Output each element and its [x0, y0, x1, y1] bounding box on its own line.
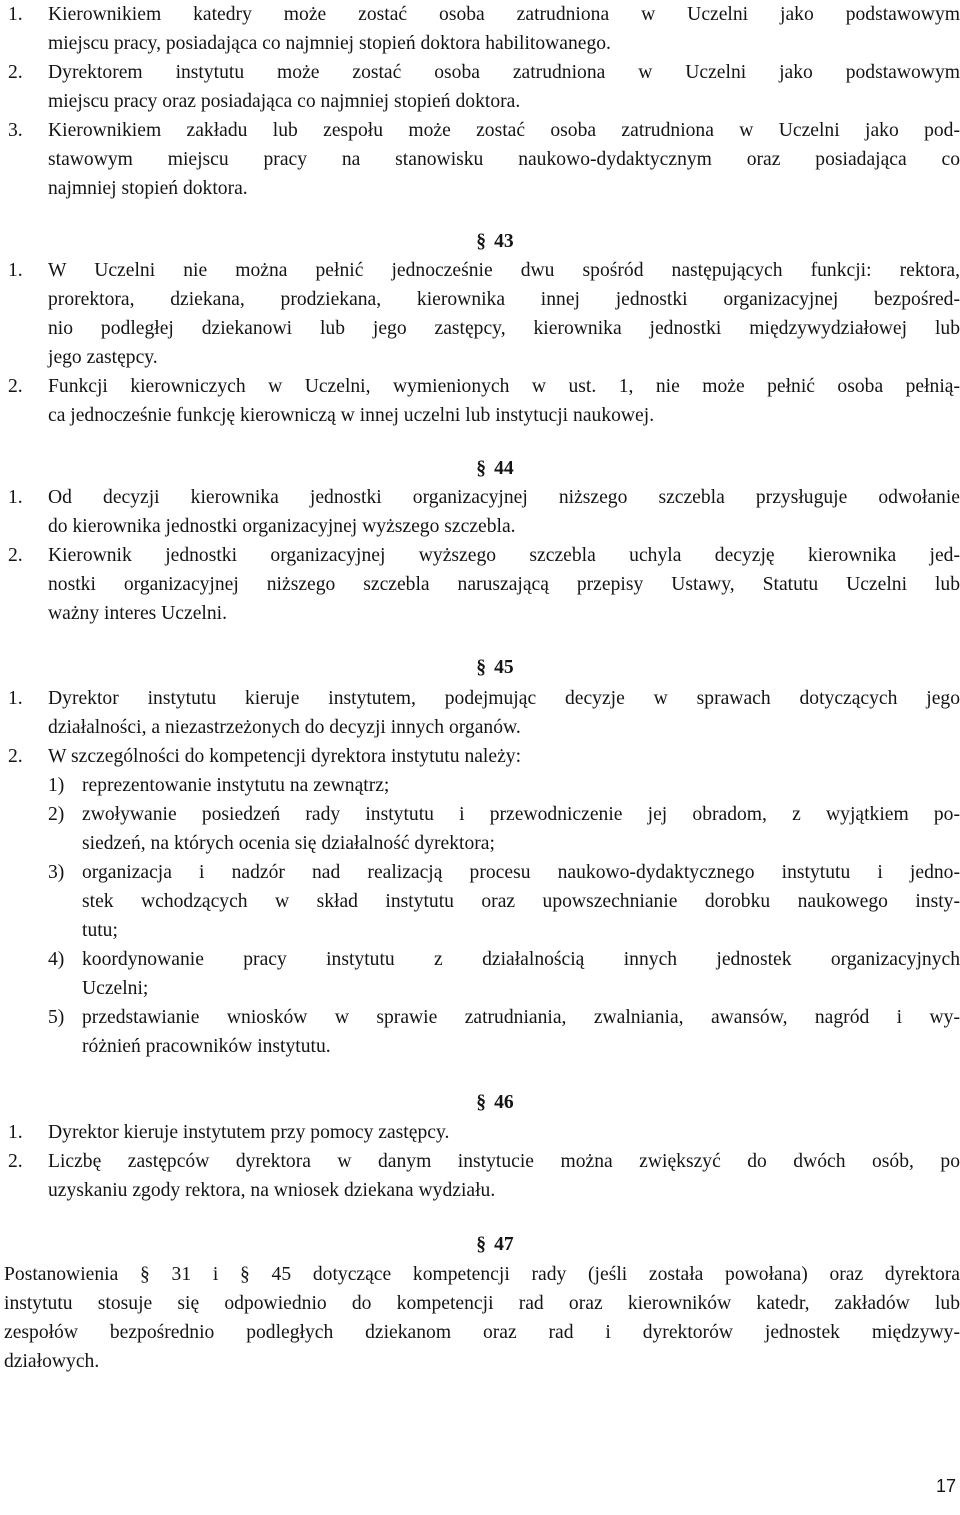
section-heading — [0, 227, 960, 256]
text-line: W Uczelni nie można pełnić jednocześnie dwu spośród następujących funkcji: rektora, — [48, 260, 960, 281]
item-number: 2. — [8, 545, 23, 566]
text-line: ważny interes Uczelni. — [48, 603, 227, 624]
text-line: Kierownikiem katedry może zostać osoba zatrudniona w Uczelni jako podstawowym — [48, 4, 960, 25]
section-heading — [0, 454, 960, 483]
section-sign: § — [476, 1092, 487, 1113]
section-sign: § — [476, 1234, 487, 1255]
text-line: tutu; — [82, 920, 118, 941]
item-number: 2. — [8, 1151, 23, 1172]
text-line: Kierownik jednostki organizacyjnej wyższego szczebla uchyla decyzję kierownika jed- — [48, 545, 960, 566]
text-line: różnień pracowników instytutu. — [82, 1036, 331, 1057]
text-line: Od decyzji kierownika jednostki organizacyjnej niższego szczebla przysługuje odwołanie — [48, 487, 960, 508]
item-number: 1. — [8, 487, 23, 508]
text-line: przedstawianie wniosków w sprawie zatrudniania, zwalniania, awansów, nagród i wy- — [82, 1007, 960, 1028]
item-number: 1. — [8, 260, 23, 281]
text-line: Postanowienia § 31 i § 45 dotyczące kompetencji rady (jeśli została powołana) oraz dyrektora — [4, 1264, 960, 1285]
text-line: zwoływanie posiedzeń rady instytutu i przewodniczenie jej obradom, z wyjątkiem po- — [82, 804, 960, 825]
text-line: do kierownika jednostki organizacyjnej wyższego szczebla. — [48, 516, 516, 537]
sub-item-number: 2) — [48, 804, 65, 825]
text-line: siedzeń, na których ocenia się działalność dyrektora; — [82, 833, 495, 854]
text-line: uzyskaniu zgody rektora, na wniosek dziekana wydziału. — [48, 1180, 496, 1201]
section-heading — [0, 1230, 960, 1259]
text-line: działalności, a niezastrzeżonych do decyzji innych organów. — [48, 717, 521, 738]
item-number: 1. — [8, 1122, 23, 1143]
text-line: W szczególności do kompetencji dyrektora instytutu należy: — [48, 746, 522, 767]
sub-item-number: 5) — [48, 1007, 65, 1028]
sub-item-number: 3) — [48, 862, 65, 883]
section-sign: § — [476, 657, 487, 678]
item-number: 2. — [8, 376, 23, 397]
section-heading — [0, 653, 960, 682]
section-number: 45 — [494, 657, 514, 678]
text-line: Uczelni; — [82, 978, 149, 999]
item-number: 2. — [8, 746, 23, 767]
text-line: działowych. — [4, 1351, 100, 1372]
page-number: 17 — [935, 1476, 956, 1496]
text-line: Dyrektor kieruje instytutem przy pomocy zastępcy. — [48, 1122, 450, 1143]
text-line: stawowym miejscu pracy na stanowisku naukowo-dydaktycznym oraz posiadająca co — [48, 149, 960, 170]
text-line: Dyrektorem instytutu może zostać osoba zatrudniona w Uczelni jako podstawowym — [48, 62, 960, 83]
section-number: 47 — [494, 1234, 514, 1255]
text-line: Liczbę zastępców dyrektora w danym instytucie można zwiększyć do dwóch osób, po — [48, 1151, 960, 1172]
item-number: 3. — [8, 120, 23, 141]
text-line: koordynowanie pracy instytutu z działalnością innych jednostek organizacyjnych — [82, 949, 960, 970]
item-number: 1. — [8, 4, 23, 25]
text-line: zespołów bezpośrednio podległych dziekanom oraz rad i dyrektorów jednostek międzywy- — [4, 1322, 960, 1343]
section-number: 43 — [494, 231, 514, 252]
text-line: nio podległej dziekanowi lub jego zastępcy, kierownika jednostki międzywydziałowej lub — [48, 318, 960, 339]
text-line: stek wchodzących w skład instytutu oraz upowszechnianie dorobku naukowego insty- — [82, 891, 960, 912]
section-number: 46 — [494, 1092, 514, 1113]
text-line: nostki organizacyjnej niższego szczebla naruszającą przepisy Ustawy, Statutu Uczelni lub — [48, 574, 960, 595]
section-sign: § — [476, 231, 487, 252]
text-line: prorektora, dziekana, prodziekana, kierownika innej jednostki organizacyjnej bezpośred- — [48, 289, 960, 310]
text-line: miejscu pracy oraz posiadająca co najmniej stopień doktora. — [48, 91, 521, 112]
text-line: instytutu stosuje się odpowiednio do kompetencji rad oraz kierowników katedr, zakładów lub — [4, 1293, 960, 1314]
text-line: reprezentowanie instytutu na zewnątrz; — [82, 775, 390, 796]
text-line: jego zastępcy. — [48, 347, 158, 368]
text-line: Dyrektor instytutu kieruje instytutem, podejmując decyzje w sprawach dotyczących jego — [48, 688, 960, 709]
section-number: 44 — [494, 458, 514, 479]
sub-item-number: 4) — [48, 949, 65, 970]
text-line: Funkcji kierowniczych w Uczelni, wymienionych w ust. 1, nie może pełnić osoba pełnią- — [48, 376, 960, 397]
text-line: organizacja i nadzór nad realizacją procesu naukowo-dydaktycznego instytutu i jedno- — [82, 862, 960, 883]
item-number: 2. — [8, 62, 23, 83]
text-line: ca jednocześnie funkcję kierowniczą w innej uczelni lub instytucji naukowej. — [48, 405, 655, 426]
text-line: Kierownikiem zakładu lub zespołu może zostać osoba zatrudniona w Uczelni jako pod- — [48, 120, 960, 141]
text-line: najmniej stopień doktora. — [48, 178, 248, 199]
section-sign: § — [476, 458, 487, 479]
item-number: 1. — [8, 688, 23, 709]
text-line: miejscu pracy, posiadająca co najmniej stopień doktora habilitowanego. — [48, 33, 611, 54]
sub-item-number: 1) — [48, 775, 65, 796]
section-heading — [0, 1088, 960, 1117]
